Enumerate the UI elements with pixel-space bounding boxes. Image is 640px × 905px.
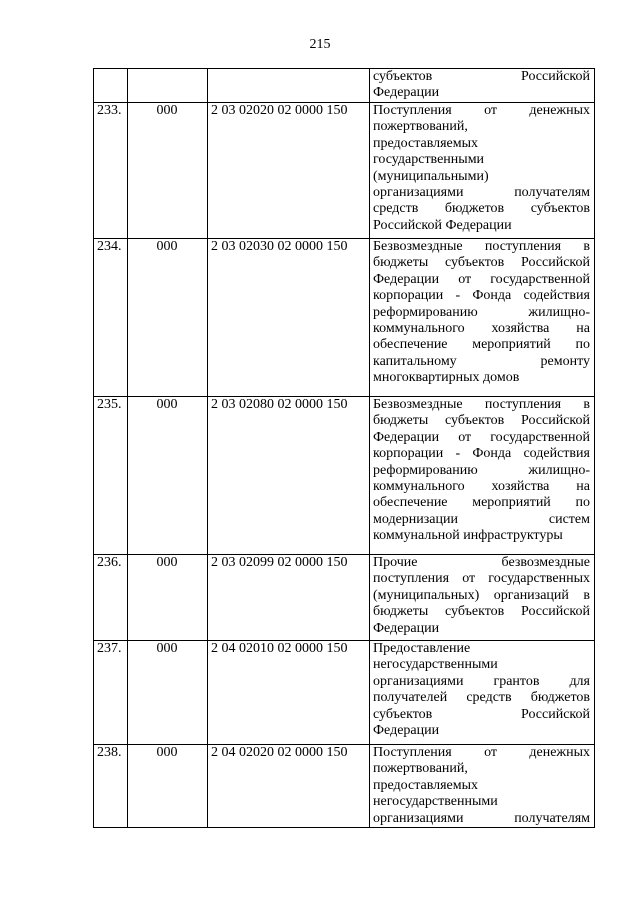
revenue-name-cell: Поступления от денежных пожертвований, предоставляемых государственными (муниципальными) организациями получателям средств бюджетов субъектов Российской Федерации xyxy=(370,103,595,239)
admin-code-cell xyxy=(128,69,208,103)
budget-classification-code-cell: 2 03 02020 02 0000 150 xyxy=(208,103,370,239)
admin-code-cell: 000 xyxy=(128,555,208,641)
admin-code-cell: 000 xyxy=(128,397,208,555)
revenue-name-cell: Безвозмездные поступления в бюджеты субъектов Российской Федерации от государственной корпорации - Фонда содействия реформированию жилищно- коммунального хозяйства на обеспечение мероприятий по модернизации систем коммунальной инфраструктуры xyxy=(370,397,595,555)
admin-code-cell: 000 xyxy=(128,103,208,239)
table-row xyxy=(94,641,595,745)
admin-code-cell: 000 xyxy=(128,641,208,745)
table-row xyxy=(94,555,595,641)
admin-code-cell: 000 xyxy=(128,745,208,828)
row-number-cell xyxy=(94,69,128,103)
budget-classification-code-cell xyxy=(208,69,370,103)
admin-code-cell: 000 xyxy=(128,239,208,397)
table-row-continued xyxy=(94,69,595,103)
page-number: 215 xyxy=(309,37,331,52)
budget-classification-code-cell: 2 04 02010 02 0000 150 xyxy=(208,641,370,745)
budget-revenue-table xyxy=(93,68,595,828)
revenue-name-cell: субъектов Российской Федерации xyxy=(370,69,595,103)
table-row xyxy=(94,239,595,397)
row-number-cell: 233. xyxy=(94,103,128,239)
table-row xyxy=(94,103,595,239)
revenue-name-cell: Прочие безвозмездные поступления от государственных (муниципальных) организаций в бюджеты субъектов Российской Федерации xyxy=(370,555,595,641)
budget-classification-code-cell: 2 03 02080 02 0000 150 xyxy=(208,397,370,555)
row-number-cell: 236. xyxy=(94,555,128,641)
budget-classification-code-cell: 2 03 02030 02 0000 150 xyxy=(208,239,370,397)
revenue-name-cell: Безвозмездные поступления в бюджеты субъектов Российской Федерации от государственной корпорации - Фонда содействия реформированию жилищно- коммунального хозяйства на обеспечение мероприятий по капитальному ремонту многоквартирных домов xyxy=(370,239,595,397)
row-number-cell: 238. xyxy=(94,745,128,828)
budget-classification-code-cell: 2 03 02099 02 0000 150 xyxy=(208,555,370,641)
table-row xyxy=(94,745,595,828)
row-number-cell: 237. xyxy=(94,641,128,745)
revenue-name-cell: Поступления от денежных пожертвований, предоставляемых негосударственными организациями получателям xyxy=(370,745,595,828)
row-number-cell: 234. xyxy=(94,239,128,397)
table-row xyxy=(94,397,595,555)
budget-classification-code-cell: 2 04 02020 02 0000 150 xyxy=(208,745,370,828)
row-number-cell: 235. xyxy=(94,397,128,555)
revenue-name-cell: Предоставление негосударственными организациями грантов для получателей средств бюджетов субъектов Российской Федерации xyxy=(370,641,595,745)
